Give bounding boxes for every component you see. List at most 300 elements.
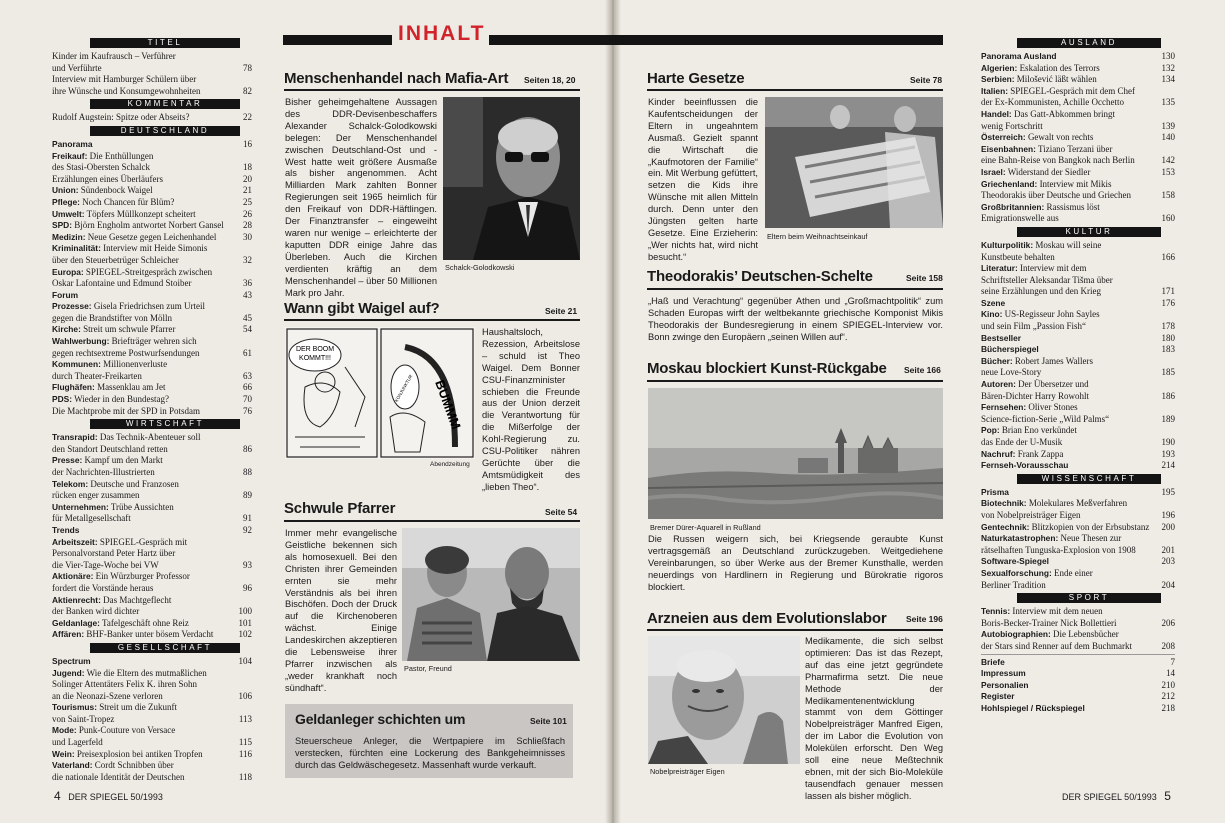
index-text: Brian Eno verkündet [1001, 425, 1077, 436]
index-entry[interactable] [981, 179, 1175, 191]
index-category: Eisenbahnen: [981, 143, 1036, 154]
index-text: von Saint-Tropez [52, 713, 115, 724]
index-entry[interactable] [52, 571, 252, 583]
index-entry[interactable] [52, 51, 252, 63]
index-page-number: 193 [1161, 448, 1175, 459]
index-page-number: 189 [1161, 413, 1175, 424]
index-category: Wein: [52, 748, 75, 759]
index-category: Transrapid: [52, 432, 98, 443]
index-category: Italien: [981, 85, 1008, 96]
index-category: Panorama [52, 138, 93, 149]
index-text: gegen die Brandstifter von Mölln [52, 312, 172, 323]
caption-duerer: Bremer Dürer-Aquarell in Rußland [650, 523, 761, 532]
index-entry[interactable] [981, 367, 1175, 379]
index-category: Vaterland: [52, 760, 93, 771]
index-category: Pop: [981, 425, 1000, 436]
index-entry[interactable] [981, 487, 1175, 499]
index-category: Handel: [981, 108, 1012, 119]
index-category: Jugend: [52, 667, 85, 678]
index-entry[interactable] [52, 725, 252, 737]
index-page-number: 32 [243, 254, 252, 265]
index-page-number: 160 [1161, 213, 1175, 224]
article-body-theodorakis: „Haß und Verachtung“ gegenüber Athen und „Großmachtpolitik“ zum Schaden Europas wirft der weltbekannte griechische Komponist Mikis Theodorakis der Bundesregierung in einem SPIEGEL-Interview vor. Bonn zwinge den Europäern „seinen Willen auf“. [648, 296, 943, 342]
index-text: Cordt Schnibben über [94, 760, 174, 771]
index-text: Sündenbock Waigel [80, 185, 153, 196]
index-text: Töpfers Müllkonzept scheitert [86, 208, 196, 219]
photo-weihnachtseinkauf [765, 97, 943, 228]
index-text: der Banken wird dichter [52, 606, 140, 617]
index-category: Medizin: [52, 231, 86, 242]
index-entry[interactable] [981, 522, 1175, 534]
index-entry[interactable] [981, 641, 1175, 653]
index-category: Briefe [981, 656, 1005, 667]
index-text: Science-fiction-Serie „Wild Palms“ [981, 413, 1110, 424]
index-entry[interactable] [981, 309, 1175, 321]
index-entry[interactable] [52, 243, 252, 255]
index-page-number: 190 [1161, 437, 1175, 447]
footer-left [54, 789, 163, 803]
index-category: Telekom: [52, 478, 89, 489]
index-entry[interactable] [52, 679, 252, 691]
index-entry[interactable] [981, 545, 1175, 557]
index-entry[interactable] [52, 479, 252, 491]
article-pages-menschenhandel: Seiten 18, 20 [524, 75, 576, 85]
index-category: Pflege: [52, 196, 80, 207]
index-entry[interactable] [981, 263, 1175, 275]
index-entry[interactable] [52, 714, 252, 726]
index-page-number: 45 [243, 312, 252, 323]
index-entry[interactable] [981, 402, 1175, 414]
index-entry[interactable] [52, 301, 252, 313]
index-page-number: 183 [1161, 344, 1175, 355]
index-entry[interactable] [52, 560, 252, 572]
index-category: Tennis: [981, 606, 1011, 617]
index-entry[interactable] [52, 139, 252, 151]
index-page-number: 218 [1161, 702, 1175, 713]
index-category: Wahlwerbung: [52, 336, 110, 347]
index-entry[interactable] [52, 749, 252, 761]
index-category: Biotechnik: [981, 498, 1027, 509]
index-page-number: 104 [238, 655, 252, 666]
article-headline-menschenhandel[interactable]: Menschenhandel nach Mafia-Art [284, 70, 509, 87]
index-text: Björn Engholm antwortet Norbert Gansel [74, 220, 224, 231]
index-entry[interactable] [981, 97, 1175, 109]
cartoon-speech-1b: KOMMT!!! [299, 355, 331, 362]
index-category: Trends [52, 524, 80, 535]
section-header-ausland: AUSLAND [1017, 38, 1161, 48]
index-entry[interactable] [52, 629, 252, 641]
index-category: Nachruf: [981, 448, 1016, 459]
index-entry[interactable] [52, 525, 252, 537]
index-page-number: 195 [1161, 486, 1175, 497]
index-text: rätselhaften Tunguska-Explosion von 1908 [981, 544, 1136, 555]
index-entry[interactable] [52, 336, 252, 348]
index-page-number: 204 [1161, 579, 1175, 590]
index-entry[interactable] [981, 691, 1175, 703]
index-category: Kommunen: [52, 359, 101, 370]
index-page-number: 113 [238, 713, 252, 724]
index-category: Spectrum [52, 655, 91, 666]
index-entry[interactable] [981, 414, 1175, 426]
index-entry[interactable] [52, 513, 252, 525]
index-text: Der Übersetzer und [1018, 379, 1089, 390]
index-entry[interactable] [981, 321, 1175, 333]
article-headline-gesetze[interactable]: Harte Gesetze [647, 70, 745, 87]
index-entry[interactable] [52, 74, 252, 86]
index-entry[interactable] [981, 344, 1175, 356]
index-text: Boris-Becker-Trainer Nick Bollettieri [981, 617, 1117, 628]
index-entry[interactable] [981, 703, 1175, 715]
index-text: Streit um die Zukunft [99, 702, 177, 713]
caption-weihnachtseinkauf: Eltern beim Weihnachtseinkauf [767, 232, 868, 241]
index-entry[interactable] [981, 132, 1175, 144]
index-category: Algerien: [981, 62, 1018, 73]
index-entry[interactable] [52, 162, 252, 174]
index-entry[interactable] [981, 680, 1175, 692]
index-page-number: 43 [243, 289, 252, 300]
index-text: und Verführte [52, 62, 102, 73]
index-page-number: 208 [1161, 640, 1175, 651]
index-page-number: 76 [243, 405, 252, 416]
headline-rule [284, 89, 580, 91]
index-entry[interactable] [981, 86, 1175, 98]
index-text: Gisela Friedrichsen zum Urteil [93, 301, 206, 312]
index-entry[interactable] [52, 313, 252, 325]
photo-schalck-golodkowski [443, 97, 580, 260]
article-headline-pfarrer[interactable]: Schwule Pfarrer [284, 500, 396, 517]
index-text: Widerstand der Siedler [1007, 166, 1091, 177]
index-text: Personalvorstand Peter Hartz über [52, 548, 176, 559]
index-text: an die Neonazi-Szene verloren [52, 690, 163, 701]
index-text: Solinger Attentäters Felix K. ihren Sohn [52, 679, 197, 690]
index-entry[interactable] [981, 275, 1175, 287]
index-category: Fernsehen: [981, 402, 1027, 413]
index-entry[interactable] [981, 510, 1175, 522]
index-page-number: 92 [243, 524, 252, 535]
index-category: Kulturpolitik: [981, 239, 1034, 250]
article-headline-moskau[interactable]: Moskau blockiert Kunst-Rückgabe [647, 360, 887, 377]
index-category: Hohlspiegel / Rückspiegel [981, 702, 1085, 713]
article-headline-waigel[interactable]: Wann gibt Waigel auf? [284, 300, 440, 317]
index-page-number: 78 [243, 62, 252, 73]
index-page-number: 93 [243, 559, 252, 570]
photo-duerer-aquarell [648, 388, 943, 519]
index-entry[interactable] [52, 185, 252, 197]
index-text: für Metallgesellschaft [52, 513, 131, 524]
index-category: PDS: [52, 394, 73, 405]
index-text: Punk-Couture von Versace [78, 725, 176, 736]
index-entry[interactable] [52, 502, 252, 514]
cartoon-speech-2: BUMMM [432, 377, 464, 432]
index-page-number: 22 [243, 112, 252, 123]
index-entry[interactable] [52, 772, 252, 784]
index-category: Panorama Ausland [981, 51, 1057, 61]
index-entry[interactable] [981, 580, 1175, 592]
section-header-wirtschaft: WIRTSCHAFT [90, 419, 240, 429]
index-text: und sein Film „Passion Fish“ [981, 321, 1087, 332]
index-entry[interactable] [52, 220, 252, 232]
index-entry[interactable] [981, 568, 1175, 580]
index-category: Impressum [981, 668, 1026, 679]
index-category: Aktionäre: [52, 571, 94, 582]
index-entry[interactable] [52, 702, 252, 714]
index-page-number: 54 [243, 324, 252, 335]
index-entry[interactable] [52, 267, 252, 279]
index-entry[interactable] [981, 356, 1175, 368]
index-entry[interactable] [981, 657, 1175, 669]
index-page-number: 185 [1161, 367, 1175, 378]
index-category: Software-Spiegel [981, 556, 1049, 567]
index-entry[interactable] [52, 197, 252, 209]
cartoon-waigel [285, 327, 475, 459]
index-entry[interactable] [981, 74, 1175, 86]
index-category: Österreich: [981, 132, 1026, 143]
index-entry[interactable] [52, 394, 252, 406]
article-headline-geldanleger[interactable]: Geldanleger schichten um [295, 711, 466, 727]
headline-rule [647, 89, 943, 91]
index-text: gegen rechtsextreme Postwurfsendungen [52, 347, 200, 358]
index-text: SPIEGEL-Streitgespräch zwischen [85, 266, 213, 277]
index-text: Wieder in den Bundestag? [74, 394, 169, 405]
index-category: Register [981, 691, 1015, 702]
index-entry[interactable] [981, 379, 1175, 391]
headline-rule [284, 520, 580, 522]
index-entry[interactable] [981, 498, 1175, 510]
section-header-kommentar: KOMMENTAR [90, 99, 240, 109]
index-category: Großbritannien: [981, 201, 1045, 212]
left-index-column [52, 36, 252, 783]
index-page-number: 203 [1161, 556, 1175, 567]
index-page-number: 89 [243, 490, 252, 501]
index-page-number: 102 [238, 629, 252, 640]
index-text: Interview mit Hamburger Schülern über [52, 74, 197, 85]
index-entry[interactable] [52, 467, 252, 479]
index-page-number: 115 [238, 737, 252, 748]
page-number-left: 4 [54, 789, 61, 803]
index-category: Unternehmen: [52, 501, 109, 512]
index-entry[interactable] [52, 255, 252, 267]
index-entry[interactable] [52, 490, 252, 502]
index-text: Erzählungen eines Überläufers [52, 173, 163, 184]
index-category: Fernseh-Vorausschau [981, 460, 1069, 471]
index-entry[interactable] [52, 371, 252, 383]
index-text: Interview mit dem [1020, 263, 1087, 274]
index-page-number: 91 [243, 513, 252, 524]
headline-rule [647, 288, 943, 290]
index-page-number: 63 [243, 370, 252, 381]
index-entry[interactable] [52, 174, 252, 186]
index-entry[interactable] [981, 333, 1175, 345]
index-page-number: 158 [1161, 190, 1175, 201]
index-entry[interactable] [981, 668, 1175, 680]
index-page-number: 132 [1161, 62, 1175, 73]
index-entry[interactable] [52, 691, 252, 703]
index-entry[interactable] [52, 548, 252, 560]
index-text: Kunstbeute behalten [981, 251, 1055, 262]
index-entry[interactable] [52, 656, 252, 668]
caption-pastor: Pastor, Freund [404, 664, 452, 673]
index-entry[interactable] [52, 382, 252, 394]
index-entry[interactable] [52, 232, 252, 244]
index-text: Neue Thesen zur [1060, 533, 1122, 544]
index-page-number: 171 [1161, 286, 1175, 297]
index-text: Frank Zappa [1017, 448, 1064, 459]
index-entry[interactable] [52, 278, 252, 290]
index-page-number: 36 [243, 278, 252, 289]
cartoon-label: KONJUNKTUR [393, 373, 414, 403]
index-page-number: 82 [243, 85, 252, 96]
index-text: neue Love-Story [981, 367, 1042, 378]
index-entry[interactable] [52, 63, 252, 75]
index-text: Interview mit Mikis [1039, 178, 1112, 189]
index-entry[interactable] [981, 109, 1175, 121]
index-page-number: 180 [1161, 332, 1175, 343]
index-entry[interactable] [52, 359, 252, 371]
photo-pastor-freund [402, 528, 580, 661]
index-entry[interactable] [981, 252, 1175, 264]
index-category: Prozesse: [52, 301, 92, 312]
index-entry[interactable] [981, 449, 1175, 461]
index-entry[interactable] [981, 121, 1175, 133]
index-page-number: 153 [1161, 166, 1175, 177]
index-page-number: 214 [1161, 460, 1175, 471]
index-category: Affären: [52, 629, 85, 640]
index-page-number: 200 [1161, 521, 1175, 532]
index-category: Sexualforschung: [981, 567, 1052, 578]
index-entry[interactable] [52, 112, 252, 124]
index-entry[interactable] [52, 151, 252, 163]
index-page-number: 130 [1161, 51, 1175, 61]
index-entry[interactable] [52, 290, 252, 302]
index-text: das Ende der U-Musik [981, 437, 1063, 447]
footer-right [1062, 789, 1171, 803]
index-text: eine Bahn-Reise von Bangkok nach Berlin [981, 155, 1135, 166]
index-page-number: 14 [1166, 668, 1175, 679]
article-pages-geldanleger: Seite 101 [530, 716, 567, 726]
index-text: Die Machtprobe mit der SPD in Potsdam [52, 405, 200, 416]
index-text: Oskar Lafontaine und Edmund Stoiber [52, 278, 192, 289]
index-entry[interactable] [52, 432, 252, 444]
caption-schalck: Schalck-Golodkowski [445, 263, 515, 272]
index-entry[interactable] [981, 240, 1175, 252]
index-text: Ein Würzburger Professor [95, 571, 190, 582]
index-text: Das Gatt-Abkommen bringt [1013, 108, 1115, 119]
index-category: SPD: [52, 220, 73, 231]
index-entry[interactable] [981, 437, 1175, 449]
article-pages-gesetze: Seite 78 [910, 75, 943, 85]
index-page-number: 18 [243, 162, 252, 173]
index-text: Milošević läßt wählen [1016, 74, 1097, 85]
article-headline-arzneien[interactable]: Arzneien aus dem Evolutionslabor [647, 610, 887, 627]
article-pages-waigel: Seite 21 [545, 306, 578, 316]
index-category: Umwelt: [52, 208, 85, 219]
index-category: Geldanlage: [52, 617, 100, 628]
index-category: Flughäfen: [52, 382, 95, 393]
article-body-arzneien: Medikamente, die sich selbst optimieren: Das ist das Rezept, auf das eine jetzt gegründete Pharmafirma setzt. Die neue Methode der Medikamentenentwicklung stammt von dem Göttinger Nobelpreisträger Manfred Eigen, der im Labor die Evolution von Molekülen erforscht. Den Weg soll eine neue Meßtechnik ebnen, mit der sich Bio-Moleküle tausendfach genauer messen lassen als bisher möglich. [805, 636, 943, 801]
index-category: Aktienrecht: [52, 594, 101, 605]
index-entry[interactable] [981, 286, 1175, 298]
index-entry[interactable] [52, 595, 252, 607]
index-page-number: 20 [243, 173, 252, 184]
index-text: Trübe Aussichten [110, 501, 174, 512]
index-category: Naturkatastrophen: [981, 533, 1059, 544]
index-category: Arbeitszeit: [52, 536, 98, 547]
index-entry[interactable] [52, 606, 252, 618]
index-text: Oliver Stones [1028, 402, 1078, 413]
index-entry[interactable] [52, 86, 252, 98]
index-entry[interactable] [52, 348, 252, 360]
index-entry[interactable] [981, 213, 1175, 225]
index-entry[interactable] [981, 155, 1175, 167]
index-entry[interactable] [981, 606, 1175, 618]
footer-left-text: DER SPIEGEL 50/1993 [68, 792, 163, 802]
index-entry[interactable] [52, 668, 252, 680]
index-entry[interactable] [52, 209, 252, 221]
index-text: Emigrationswelle aus [981, 213, 1059, 224]
index-text: Blitzkopien von der Erbsubstanz [1031, 521, 1150, 532]
index-entry[interactable] [981, 63, 1175, 75]
footer-right-text: DER SPIEGEL 50/1993 [1062, 792, 1157, 802]
index-entry[interactable] [981, 391, 1175, 403]
index-page-number: 210 [1161, 679, 1175, 690]
article-body-pfarrer: Immer mehr evangelische Geistliche bekennen sich als homosexuell. Bei den Christen ihrer Gemeinden ernten sie mehr Verständnis als bei ihren Bischöfen. Doch der Druck auf die Kirchenoberen wächst. Einige Landeskirchen akzeptieren die Lebensweise ihrer Pfarrer inzwischen als „weder krankhaft noch sündhaft“. [285, 528, 397, 693]
index-entry[interactable] [52, 444, 252, 456]
index-entry[interactable] [981, 533, 1175, 545]
index-entry[interactable] [52, 406, 252, 418]
index-text: fordert die Vorstände heraus [52, 582, 154, 593]
index-entry[interactable] [52, 537, 252, 549]
index-entry[interactable] [981, 618, 1175, 630]
index-entry[interactable] [981, 425, 1175, 437]
index-entry[interactable] [52, 737, 252, 749]
index-entry[interactable] [981, 298, 1175, 310]
caption-eigen: Nobelpreisträger Eigen [650, 767, 725, 776]
index-entry[interactable] [981, 202, 1175, 214]
index-text: Noch Chancen für Blüm? [82, 196, 175, 207]
index-entry[interactable] [52, 455, 252, 467]
section-header-gesellschaft: GESELLSCHAFT [90, 643, 240, 653]
index-text: Die Enthüllungen [89, 150, 154, 161]
index-category: Autoren: [981, 379, 1016, 390]
index-entry[interactable] [52, 618, 252, 630]
index-entry[interactable] [981, 167, 1175, 179]
index-text: der Ex-Kommunisten, Achille Occhetto [981, 97, 1124, 108]
index-entry[interactable] [981, 556, 1175, 568]
index-entry[interactable] [981, 460, 1175, 472]
index-entry[interactable] [52, 324, 252, 336]
index-entry[interactable] [981, 629, 1175, 641]
index-text: ihre Wünsche und Konsumgewohnheiten [52, 85, 201, 96]
index-entry[interactable] [52, 583, 252, 595]
cartoon-speech-1: DER BOOM [295, 346, 335, 353]
index-text: über den Steuerbetrüger Schleicher [52, 254, 179, 265]
index-entry[interactable] [981, 144, 1175, 156]
article-pages-pfarrer: Seite 54 [545, 507, 578, 517]
index-category: Europa: [52, 266, 84, 277]
index-entry[interactable] [981, 190, 1175, 202]
index-text: wenig Fortschritt [981, 120, 1043, 131]
index-entry[interactable] [52, 760, 252, 772]
index-text: Bären-Dichter Harry Rowohlt [981, 390, 1089, 401]
index-text: durch Theater-Freikarten [52, 370, 142, 381]
index-text: SPIEGEL-Gespräch mit [99, 536, 188, 547]
index-category: Union: [52, 185, 79, 196]
section-header-kultur: KULTUR [1017, 227, 1161, 237]
index-entry[interactable] [981, 51, 1175, 63]
index-text: der Stars sind Renner auf dem Buchmarkt [981, 640, 1132, 651]
article-headline-theodorakis[interactable]: Theodorakis’ Deutschen-Schelte [647, 268, 873, 285]
index-text: Eskalation des Terrors [1019, 62, 1100, 73]
